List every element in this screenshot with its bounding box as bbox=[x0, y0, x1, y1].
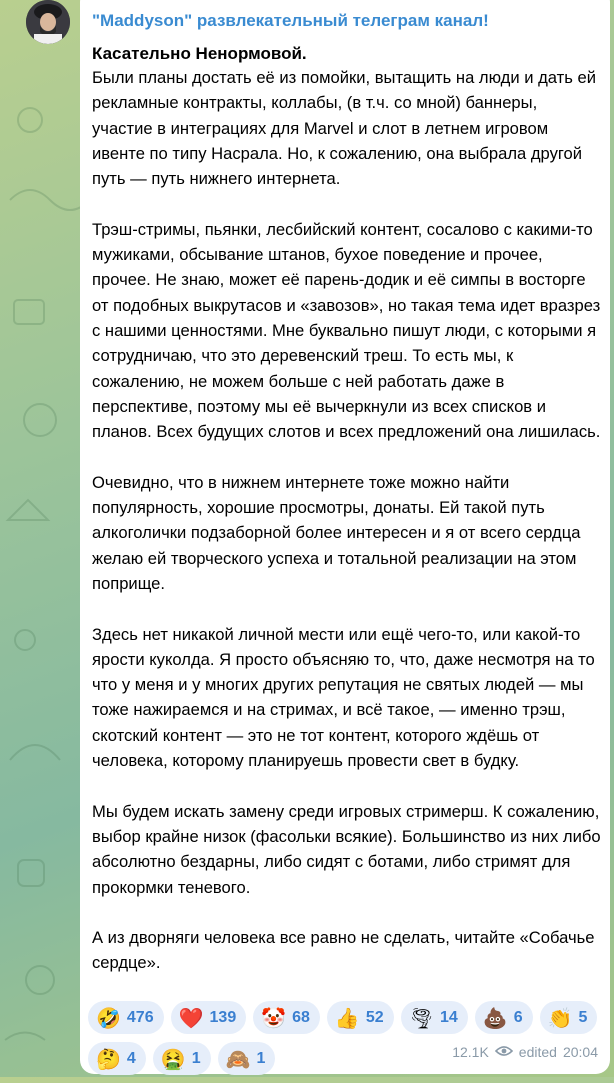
reaction-count: 1 bbox=[256, 1049, 266, 1067]
reaction-thumbs-up[interactable] bbox=[327, 1001, 394, 1034]
thumbs-up-emoji-icon: 👍 bbox=[334, 1005, 360, 1030]
reaction-thinking[interactable] bbox=[88, 1042, 146, 1075]
reaction-tornado[interactable] bbox=[401, 1001, 468, 1034]
reaction-rofl[interactable] bbox=[88, 1001, 164, 1034]
post-title: Касательно Ненормовой. bbox=[92, 44, 307, 63]
rofl-emoji-icon: 🤣 bbox=[96, 1005, 121, 1030]
reaction-clap[interactable] bbox=[540, 1001, 598, 1034]
reaction-clown[interactable] bbox=[253, 1001, 320, 1034]
tornado-emoji-icon: 🌪 bbox=[408, 1005, 435, 1030]
post-paragraph: Трэш-стримы, пьянки, лесбийский контент, сосалово с какими-то мужиками, обсывание штанов, бухое поведение и прочее, прочее. Не знаю, может её парень-додик и её симпы в восторге от подобных выкрутасов и «завозов», но такая тема идет вразрез с нашими ценностями. Мне буквально пишут люди, с которыми я сотрудничаю, что это деревенский треш. То есть мы, к сожалению, не можем больше с ней работать даже в перспективе, поэтому мы её вычеркнули из всех списков и планов. Всех будущих слотов и всех предложений она лишилась. bbox=[92, 219, 601, 442]
reaction-count: 5 bbox=[578, 1008, 588, 1026]
clapping-hands-emoji-icon: 👏 bbox=[547, 1005, 573, 1030]
post-time: 20:04 bbox=[562, 1044, 598, 1060]
red-heart-emoji-icon: ❤️ bbox=[178, 1005, 204, 1030]
avatar-portrait-icon bbox=[26, 0, 70, 44]
clown-emoji-icon: 🤡 bbox=[261, 1005, 287, 1030]
post-paragraph: А из дворняги человека все равно не сделать, читайте «Собачье сердце». bbox=[92, 928, 595, 973]
reactions-row bbox=[88, 1001, 604, 1034]
reaction-count: 14 bbox=[440, 1008, 458, 1026]
post-paragraph: Мы будем искать замену среди игровых стримерш. К сожалению, выбор крайне низок (фасольки всякие). Большинство из них либо абсолютно бездарны, либо сидят с ботами, либо стримят для прокормки теневого. bbox=[92, 801, 601, 897]
reactions-bar bbox=[88, 1001, 604, 1083]
thinking-face-emoji-icon: 🤔 bbox=[96, 1046, 121, 1071]
edited-label: edited bbox=[518, 1044, 557, 1060]
view-count: 12.1K bbox=[452, 1044, 489, 1060]
channel-avatar[interactable] bbox=[26, 0, 70, 44]
vomiting-face-emoji-icon: 🤮 bbox=[160, 1046, 186, 1071]
post-paragraph: Очевидно, что в нижнем интернете тоже можно найти популярность, хорошие просмотры, донаты. Ей такой путь алкоголички подзаборной более интересен и я от всего сердца желаю ей творческого успеха и тотальной реализации на этом поприще. bbox=[92, 472, 581, 593]
poop-emoji-icon: 💩 bbox=[482, 1005, 508, 1030]
channel-name-link[interactable]: "Maddyson" развлекательный телеграм канал! bbox=[92, 11, 489, 30]
channel-post-bubble bbox=[80, 0, 610, 1074]
reaction-poop[interactable] bbox=[475, 1001, 533, 1034]
reaction-see-no-evil[interactable] bbox=[218, 1042, 276, 1075]
reaction-count: 6 bbox=[513, 1008, 523, 1026]
see-no-evil-monkey-emoji-icon: 🙈 bbox=[225, 1046, 251, 1071]
reaction-vomit[interactable] bbox=[153, 1042, 211, 1075]
reaction-count: 139 bbox=[209, 1008, 237, 1026]
post-meta bbox=[452, 1044, 598, 1060]
post-paragraph: Здесь нет никакой личной мести или ещё чего-то, или какой-то ярости куколда. Я просто объясняю то, что, даже несмотря на то что у меня и у многих других репутация не святых людей — мы тоже нажираемся и на стримах, и всё такое, — именно трэш, скотский контент — это не тот контент, которого ждёшь от человека, которому планируешь провести свет в будку. bbox=[92, 624, 595, 771]
eye-icon bbox=[495, 1044, 513, 1060]
reaction-count: 52 bbox=[365, 1008, 384, 1026]
reaction-count: 4 bbox=[126, 1049, 136, 1067]
reaction-count: 1 bbox=[191, 1049, 201, 1067]
post-body bbox=[92, 65, 602, 976]
reaction-count: 476 bbox=[126, 1008, 154, 1026]
reaction-count: 68 bbox=[292, 1008, 310, 1026]
post-paragraph: Были планы достать её из помойки, вытащить на люди и дать ей рекламные контракты, коллабы, (в т.ч. со мной) баннеры, участие в интеграциях для Marvel и слот в летнем игровом ивенте по типу Насрала. Но, к сожалению, она выбрала другой путь — путь нижнего интернета. bbox=[92, 68, 597, 189]
reaction-heart[interactable] bbox=[171, 1001, 247, 1034]
